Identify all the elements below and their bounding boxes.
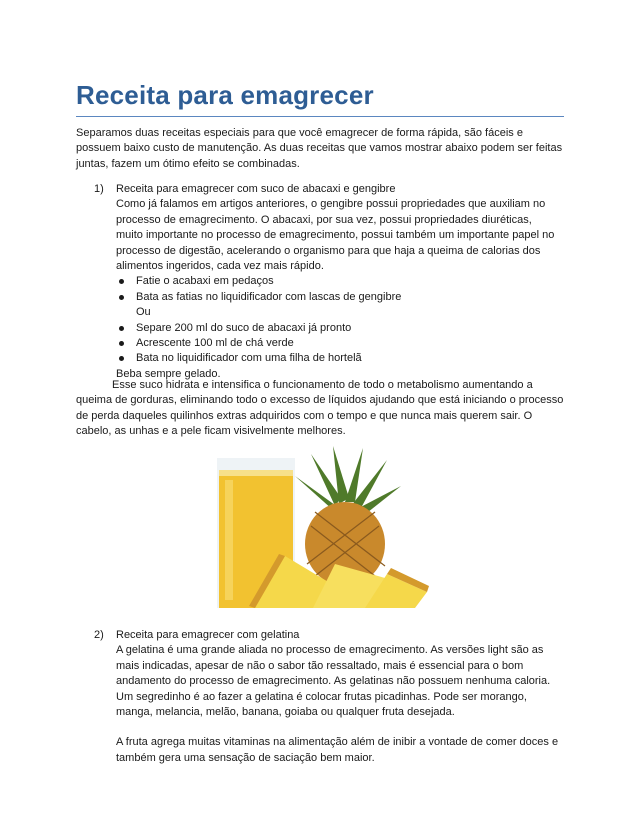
step-text: Fatie o acabaxi em pedaços	[136, 275, 274, 288]
bullet-icon	[119, 326, 124, 331]
bullet-icon	[119, 295, 124, 300]
recipe-1-steps-alt	[116, 321, 556, 367]
list-item	[116, 336, 556, 351]
pineapple-juice-illustration	[215, 446, 429, 608]
recipe-1	[94, 182, 555, 380]
recipe-2	[94, 628, 564, 764]
step-text: Separe 200 ml do suco de abacaxi já pronto	[136, 321, 352, 334]
recipe-2-note: A fruta agrega muitas vitaminas na alimentação além de inibir a vontade de comer doces e também gera uma sensação de saciação bem maior.	[116, 736, 559, 764]
step-text: Bata as fatias no liquidificador com lascas de gengibre	[136, 290, 402, 303]
list-item	[116, 351, 556, 366]
benefits-text: Esse suco hidrata e intensifica o funcionamento de todo o metabolismo aumentando a queima de gorduras, eliminando todo o excesso de líquidos ajudando que está iniciando o processo de perda daqueles quilinhos extras adquiridos com o tempo e que nunca mais querem sair. O cabelo, as unhas e a pele ficam visivelmente melhores.	[76, 379, 564, 438]
recipe-2-description: A gelatina é uma grande aliada no processo de emagrecimento. As versões light são as mais indicadas, apesar de não o sabor tão ressaltado, mais é essencial para o bom andamento do processo de emagrecimento. As gelatinas não possuem nenhuma caloria. Um segredinho é ao fazer a gelatina é colocar frutas picadinhas. Pode ser morango, manga, melancia, melão, banana, goiaba ou qualquer fruta desejada.	[116, 644, 551, 719]
bullet-icon	[119, 341, 124, 346]
serve-instruction: Beba sempre gelado.	[116, 367, 221, 380]
intro-paragraph: Separamos duas receitas especiais para que você emagrecer de forma rápida, são fáceis e possuem baixo custo de manutenção. As duas receitas que vamos mostrar abaixo podem ser feitas juntas, fazem um ótimo efeito se combinadas.	[76, 127, 563, 170]
list-item	[116, 321, 556, 336]
pineapple-juice-image	[215, 446, 429, 608]
title-underline	[76, 116, 564, 117]
list-item	[116, 290, 556, 305]
recipe-1-description: Como já falamos em artigos anteriores, o gengibre possui propriedades que auxiliam no processo de emagrecimento. O abacaxi, por sua vez, possui propriedades diuréticas, muito importante no processo de emagrecimento, possui também um importante papel no processo de digestão, acelerando o organismo para que haja a queima de calorias dos alimentos ingeridos, cada vez mais rápido.	[116, 198, 555, 273]
recipe-1-number: 1)	[94, 183, 104, 195]
step-text: Bata no liquidificador com uma filha de hortelã	[136, 352, 362, 365]
bullet-icon	[119, 356, 124, 361]
list-item	[116, 274, 556, 289]
benefits-paragraph	[76, 378, 568, 440]
recipe-1-body	[116, 182, 556, 382]
step-text: Acrescente 100 ml de chá verde	[136, 337, 294, 350]
recipe-2-body	[116, 628, 564, 766]
recipe-1-steps	[116, 274, 556, 305]
recipe-2-heading: Receita para emagrecer com gelatina	[116, 629, 300, 641]
recipe-1-heading: Receita para emagrecer com suco de abacaxi e gengibre	[116, 183, 396, 195]
page-title: Receita para emagrecer	[76, 80, 374, 110]
or-label: Ou	[136, 306, 151, 319]
recipe-2-number: 2)	[94, 629, 104, 641]
bullet-icon	[119, 279, 124, 284]
